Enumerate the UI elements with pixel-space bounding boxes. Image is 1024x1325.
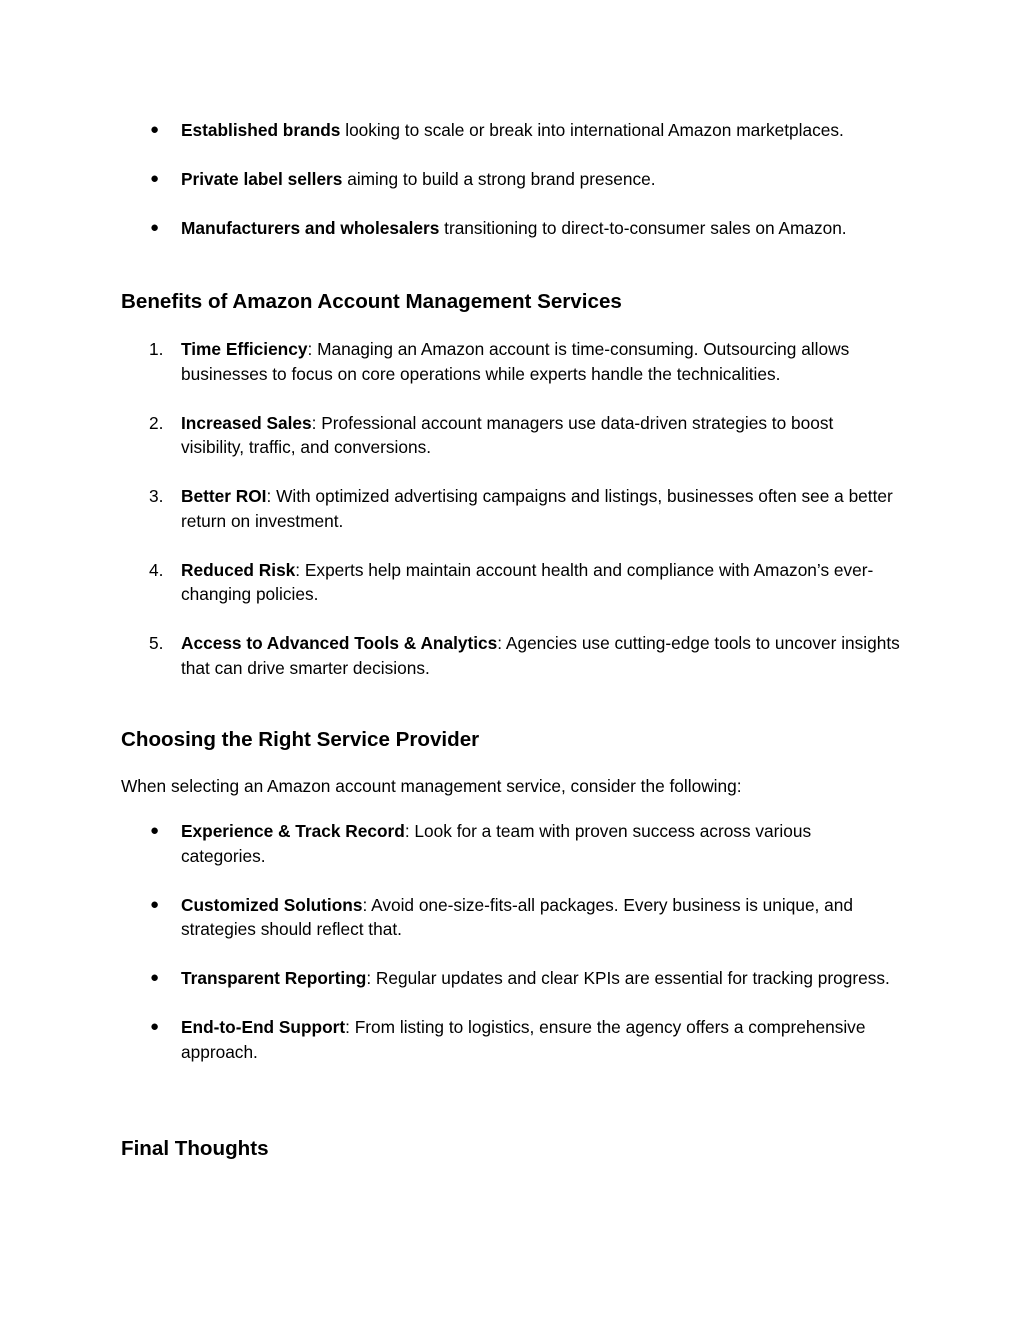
item-text: : Regular updates and clear KPIs are essential for tracking progress.	[366, 968, 890, 988]
list-number: 1.	[149, 339, 164, 359]
item-text: : Agencies use cutting-edge tools to uncover insights that can drive smarter decisions.	[181, 633, 900, 678]
bullet-icon: ●	[150, 121, 160, 138]
list-item	[120, 411, 900, 460]
item-text: : From listing to logistics, ensure the agency offers a comprehensive approach.	[181, 1017, 866, 1062]
item-bold-label: Transparent Reporting	[181, 968, 367, 988]
item-text: : Avoid one-size-fits-all packages. Every business is unique, and strategies should reflect that.	[181, 894, 853, 939]
item-bold-label: Experience & Track Record	[181, 821, 405, 841]
item-text: : Look for a team with proven success across various categories.	[181, 821, 812, 866]
list-item	[120, 216, 900, 241]
item-bold-label: Better ROI	[181, 486, 267, 506]
list-number: 5.	[149, 633, 164, 653]
bullet-icon: ●	[150, 895, 160, 913]
item-bold-label: Established brands	[181, 120, 341, 140]
list-number: 3.	[149, 486, 164, 506]
list-item	[120, 337, 900, 386]
item-text: : Managing an Amazon account is time-consuming. Outsourcing allows businesses to focus on core operations while experts handle the technicalities.	[181, 339, 850, 384]
provider-intro: When selecting an Amazon account management service, consider the following:	[121, 776, 742, 796]
item-bold-label: Private label sellers	[181, 169, 343, 189]
item-bold-label: Reduced Risk	[181, 559, 296, 580]
bullet-icon: ●	[150, 969, 160, 986]
list-number: 2.	[149, 412, 164, 433]
list-item	[120, 819, 900, 868]
item-text: : Professional account managers use data-driven strategies to boost visibility, traffic, and conversions.	[181, 412, 834, 457]
section-heading-benefits: Benefits of Amazon Account Management Services	[121, 290, 622, 313]
item-bold-label: Customized Solutions	[181, 894, 363, 915]
list-item	[120, 893, 900, 942]
item-text: looking to scale or break into international Amazon marketplaces.	[340, 120, 844, 140]
list-item	[120, 1015, 900, 1064]
item-bold-label: End-to-End Support	[181, 1017, 346, 1037]
list-number: 4.	[149, 559, 164, 580]
item-text: : With optimized advertising campaigns and listings, businesses often see a better return on investment.	[181, 486, 893, 531]
list-item	[120, 558, 900, 607]
bullet-icon: ●	[150, 170, 160, 187]
item-text: transitioning to direct-to-consumer sales on Amazon.	[439, 218, 847, 238]
top-list	[120, 118, 900, 241]
item-text: aiming to build a strong brand presence.	[342, 169, 656, 189]
item-bold-label: Increased Sales	[181, 412, 312, 433]
list-item	[120, 631, 900, 680]
item-bold-label: Time Efficiency	[181, 339, 308, 359]
benefits-list	[120, 337, 900, 680]
bullet-icon: ●	[150, 219, 160, 236]
bullet-icon: ●	[150, 822, 160, 839]
list-item	[120, 167, 900, 192]
provider-list	[120, 819, 900, 1064]
section-heading-provider: Choosing the Right Service Provider	[121, 728, 480, 751]
list-item	[120, 484, 900, 533]
list-item	[120, 966, 900, 991]
item-bold-label: Manufacturers and wholesalers	[181, 218, 440, 238]
list-item	[120, 118, 900, 143]
item-bold-label: Access to Advanced Tools & Analytics	[181, 633, 498, 653]
bullet-icon: ●	[150, 1018, 160, 1035]
item-text: : Experts help maintain account health and compliance with Amazon’s ever-changing policies.	[181, 559, 874, 604]
section-heading-final: Final Thoughts	[121, 1137, 269, 1160]
